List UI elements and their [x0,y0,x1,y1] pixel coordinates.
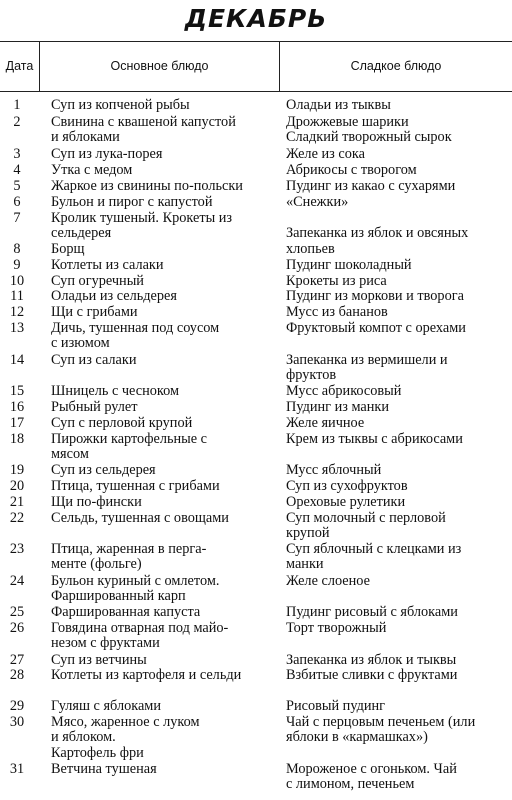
sweet-dish [286,715,510,746]
main-dish [51,542,273,573]
sweet-dish-line: Пудинг из какао с сухарями [286,178,456,194]
day-number: 26 [9,620,25,636]
main-dish [51,762,273,777]
main-dish-line: Фаршированная капуста [51,604,201,620]
sweet-dish-line: хлопьев [286,240,335,257]
main-dish [51,321,273,352]
day-number: 5 [13,178,21,194]
sweet-dish-line: яблоки в «кармашках») [286,729,428,746]
sweet-dish [286,605,510,620]
sweet-dish [286,542,510,573]
day-number: 11 [10,288,24,304]
main-dish-line: с изюмом [51,335,110,352]
main-dish [51,400,273,415]
day-number: 6 [13,194,21,210]
main-dish-line: Суп огуречный [51,273,144,289]
main-dish [51,242,273,257]
day-number: 19 [9,462,25,478]
main-dish-line: Картофель фри [51,744,144,761]
day-number: 10 [9,273,25,289]
sweet-dish [286,621,510,636]
day-number: 4 [13,162,21,178]
sweet-dish-line: фруктов [286,367,337,384]
sweet-dish-line: Оладьи из тыквы [286,97,391,113]
sweet-dish-line: Суп из сухофруктов [286,478,408,494]
day-number: 24 [9,573,25,589]
sweet-dish-line: Торт творожный [286,620,387,636]
sweet-dish [286,211,510,257]
sweet-dish-line: Пудинг из моркови и творога [286,288,464,304]
day-number: 3 [13,146,21,162]
sweet-dish-line: Ореховые рулетики [286,494,406,510]
sweet-dish [286,400,510,415]
day-number: 21 [9,494,25,510]
main-dish-line: Ветчина тушеная [51,761,157,777]
sweet-dish-line: Крем из тыквы с абрикосами [286,431,463,447]
main-dish-line: Суп из сельдерея [51,462,156,478]
main-dish-line: Птица, жаренная в перга- [51,541,207,557]
day-number: 23 [9,541,25,557]
main-dish-line: Суп из копченой рыбы [51,97,190,113]
day-number: 1 [13,97,21,113]
sweet-dish [286,479,510,494]
main-dish [51,289,273,304]
main-dish [51,195,273,210]
sweet-dish-line: Фруктовый компот с орехами [286,320,466,336]
main-dish-line: Бульон и пирог с капустой [51,194,213,210]
main-dish [51,163,273,178]
main-dish-line: Фаршированный карп [51,588,186,605]
main-dish-line: Оладьи из сельдерея [51,288,177,304]
main-dish-line: Сельдь, тушенная с овощами [51,510,229,526]
main-dish [51,416,273,431]
header-main-dish: Основное блюдо [110,59,209,73]
sweet-dish [286,98,510,113]
sweet-dish [286,574,510,589]
day-number: 18 [9,431,25,447]
sweet-dish-line: с лимоном, печеньем [286,776,415,793]
sweet-dish-line: Желе яичное [286,415,365,431]
day-number: 20 [9,478,25,494]
main-dish-line: Гуляш с яблоками [51,698,162,714]
main-dish [51,668,273,683]
main-dish [51,511,273,526]
main-dish [51,305,273,320]
day-number: 22 [9,510,25,526]
main-dish-line: Борщ [51,241,85,257]
sweet-dish [286,258,510,273]
sweet-dish [286,463,510,478]
sweet-dish-line: Мусс абрикосовый [286,383,402,399]
day-number: 28 [9,667,25,683]
main-dish-line: и яблоком. [51,729,116,746]
main-dish [51,115,273,146]
main-dish [51,179,273,194]
main-dish-line: Свинина с квашеной капустой [51,114,236,130]
day-number: 16 [9,399,25,415]
main-dish-line: Котлеты из салаки [51,257,164,273]
day-number: 31 [9,761,25,777]
sweet-dish [286,353,510,384]
day-number: 27 [9,652,25,668]
main-dish-line: Суп с перловой крупой [51,415,193,431]
day-number: 2 [13,114,21,130]
day-number: 29 [9,698,25,714]
sweet-dish [286,147,510,162]
main-dish-line: Шницель с чесноком [51,383,180,399]
day-number: 12 [9,304,25,320]
sweet-dish [286,511,510,542]
sweet-dish-line: крупой [286,525,330,542]
sweet-dish [286,305,510,320]
main-dish-line: незом с фруктами [51,635,160,652]
sweet-dish [286,321,510,336]
main-dish-line: Суп из салаки [51,352,137,368]
main-dish-line: Утка с медом [51,162,133,178]
main-dish-line: Щи по-фински [51,494,142,510]
main-dish [51,699,273,714]
main-dish [51,353,273,368]
sweet-dish-line: Запеканка из яблок и тыквы [286,652,457,668]
sweet-dish [286,289,510,304]
sweet-dish-line: Мусс яблочный [286,462,382,478]
main-dish-line: Суп из лука-порея [51,146,163,162]
sweet-dish-line: Пудинг рисовый с яблоками [286,604,458,620]
page-title: ДЕКАБРЬ [184,4,328,33]
table-header-border [0,91,512,92]
main-dish [51,384,273,399]
sweet-dish-line: Дрожжевые шарики [286,114,409,130]
sweet-dish-line: Чай с перцовым печеньем (или [286,714,476,730]
main-dish-line: Пирожки картофельные с [51,431,207,447]
day-number: 30 [9,714,25,730]
header-sweet-dish: Сладкое блюдо [350,59,442,73]
main-dish-line: Говядина отварная под майо- [51,620,229,636]
day-number: 9 [13,257,21,273]
main-dish-line: Дичь, тушенная под соусом [51,320,220,336]
sweet-dish-line: Пудинг шоколадный [286,257,412,273]
sweet-dish [286,432,510,447]
main-dish-line: Рыбный рулет [51,399,138,415]
main-dish-line: Бульон куриный с омлетом. [51,573,220,589]
sweet-dish-line: Запеканка из вермишели и [286,352,448,368]
sweet-dish-line: Мороженое с огоньком. Чай [286,761,457,777]
main-dish [51,495,273,510]
main-dish [51,98,273,113]
sweet-dish [286,699,510,714]
main-dish [51,211,273,242]
main-dish [51,621,273,652]
sweet-dish-line: Сладкий творожный сырок [286,129,452,146]
main-dish [51,574,273,605]
sweet-dish-line [286,211,510,226]
day-number: 17 [9,415,25,431]
sweet-dish [286,495,510,510]
main-dish-line: Котлеты из картофеля и сельди [51,667,242,683]
day-number: 7 [13,210,21,226]
sweet-dish [286,115,510,146]
sweet-dish [286,668,510,683]
day-number: 14 [9,352,25,368]
main-dish-line: Птица, тушенная с грибами [51,478,220,494]
sweet-dish-line: манки [286,556,324,573]
sweet-dish-line: Крокеты из риса [286,273,387,289]
sweet-dish [286,762,510,793]
day-number: 25 [9,604,25,620]
main-dish-line: Суп из ветчины [51,652,147,668]
sweet-dish-line: Абрикосы с творогом [286,162,417,178]
sweet-dish [286,384,510,399]
sweet-dish-line: Мусс из бананов [286,304,388,320]
sweet-dish [286,416,510,431]
sweet-dish-line: Суп яблочный с клецками из [286,541,462,557]
sweet-dish-line: Желе из сока [286,146,365,162]
main-dish-line: мясом [51,446,89,463]
sweet-dish-line: «Снежки» [286,194,349,210]
header-date: Дата [5,59,34,73]
main-dish-line: сельдерея [51,225,112,242]
day-number: 13 [9,320,25,336]
main-dish [51,463,273,478]
sweet-dish-line: Суп молочный с перловой [286,510,446,526]
sweet-dish [286,195,510,210]
sweet-dish-line: Пудинг из манки [286,399,390,415]
main-dish [51,605,273,620]
main-dish-line: Мясо, жаренное с луком [51,714,200,730]
table-top-border [0,41,512,42]
main-dish [51,715,273,761]
sweet-dish-line: Запеканка из яблок и овсяных [286,225,469,242]
main-dish [51,258,273,273]
sweet-dish-line: Желе слоеное [286,573,370,589]
main-dish [51,147,273,162]
sweet-dish-line: Рисовый пудинг [286,698,386,714]
day-number: 8 [13,241,21,257]
main-dish-line: Жаркое из свинины по-польски [51,178,243,194]
main-dish [51,479,273,494]
main-dish-line: Щи с грибами [51,304,138,320]
day-number: 15 [9,383,25,399]
sweet-dish-line: Взбитые сливки с фруктами [286,667,458,683]
sweet-dish [286,179,510,194]
main-dish-line: менте (фольге) [51,556,142,573]
main-dish-line: и яблоками [51,129,120,146]
sweet-dish [286,163,510,178]
main-dish [51,432,273,463]
main-dish-line: Кролик тушеный. Крокеты из [51,210,233,226]
